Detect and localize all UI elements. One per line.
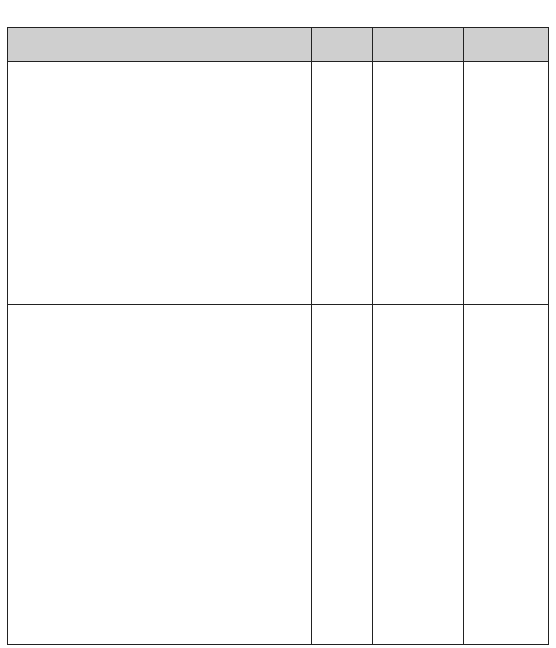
- column-divider-1: [311, 28, 312, 644]
- column-divider-2: [372, 28, 373, 644]
- section-divider: [8, 304, 548, 305]
- column-divider-3: [463, 28, 464, 644]
- table-header: [8, 28, 548, 62]
- liabilities-table: [7, 27, 549, 645]
